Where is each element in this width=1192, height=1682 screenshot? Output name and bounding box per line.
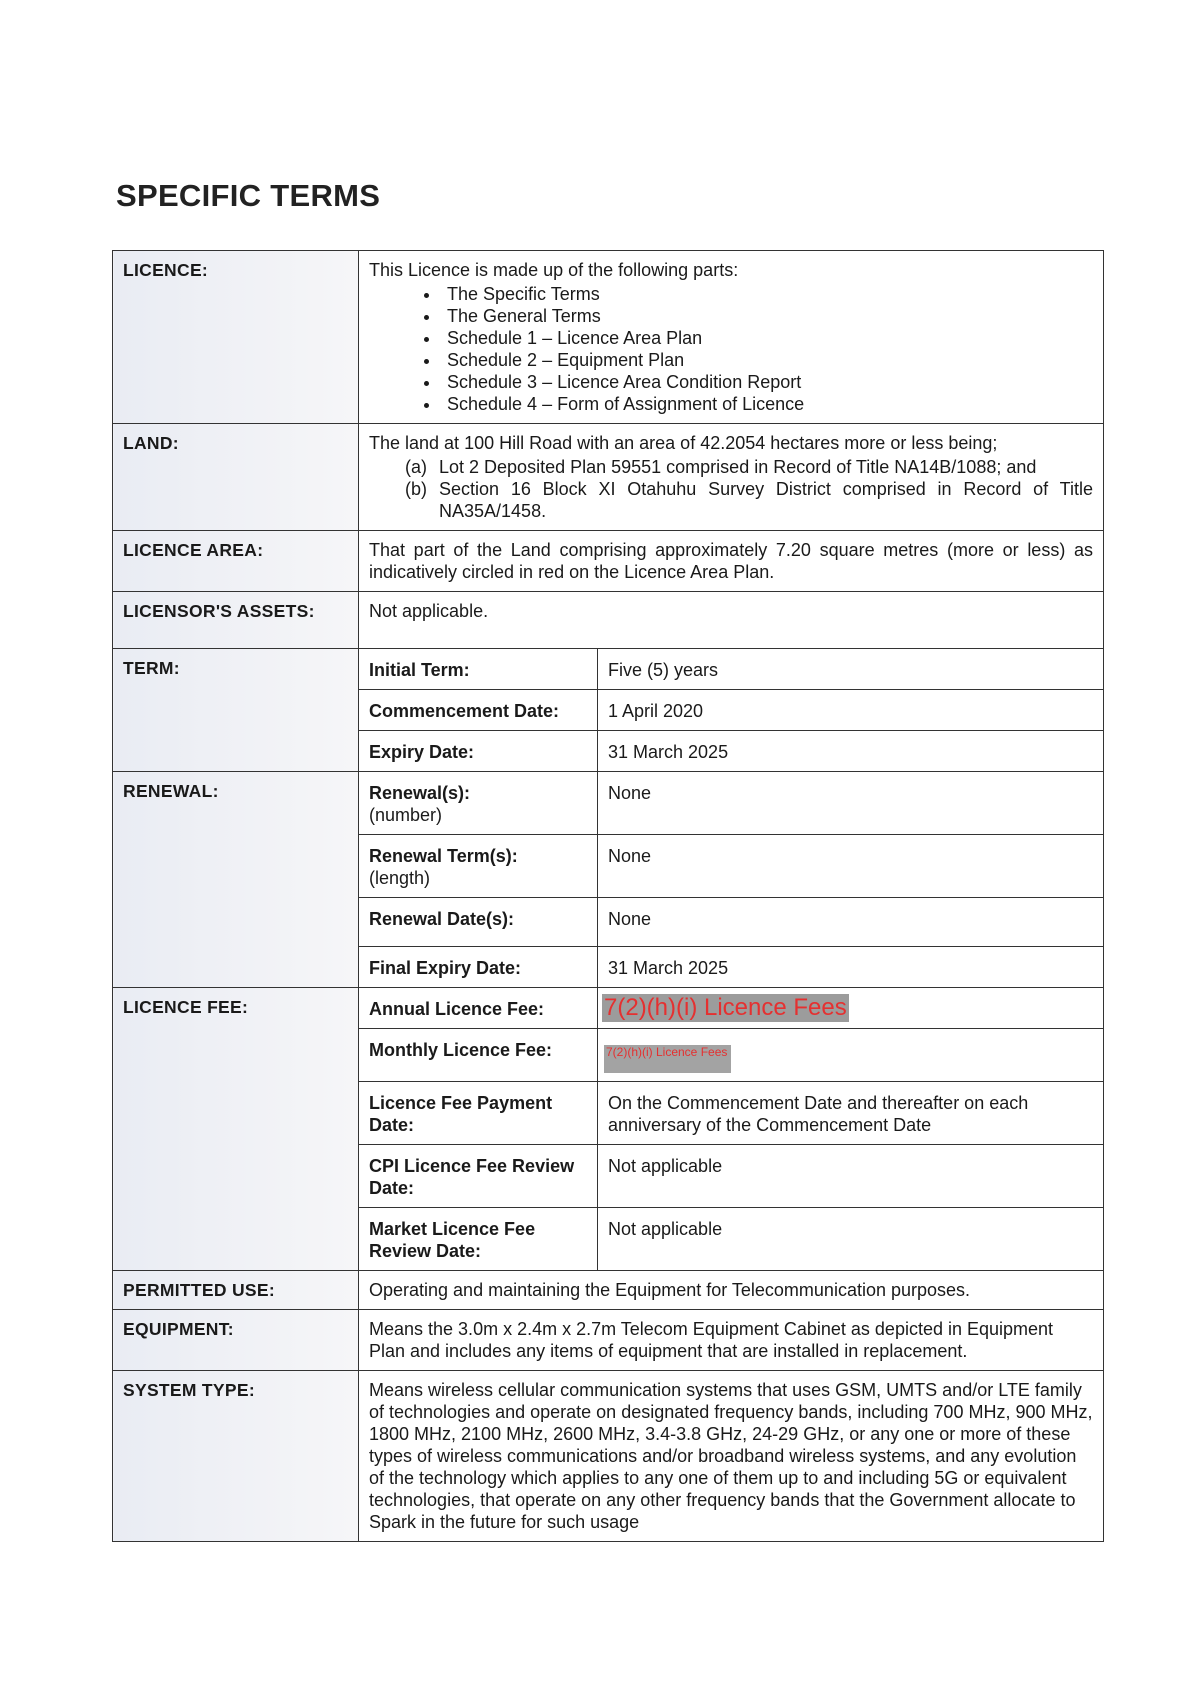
- list-item: • Schedule 4 – Form of Assignment of Licence: [441, 393, 1093, 415]
- list-item: • Schedule 1 – Licence Area Plan: [441, 327, 1093, 349]
- expiry-date-key: Expiry Date:: [359, 731, 598, 772]
- item-marker: (a): [405, 457, 427, 477]
- licence-area-label: LICENCE AREA:: [113, 531, 359, 592]
- land-row: [113, 424, 1104, 531]
- expiry-date-value: 31 March 2025: [598, 731, 1104, 772]
- list-item: • Schedule 2 – Equipment Plan: [441, 349, 1093, 371]
- cpi-review-date-value: Not applicable: [598, 1145, 1104, 1208]
- renewals-value: None: [608, 783, 652, 803]
- table-row: [359, 772, 1103, 835]
- land-items-list: [405, 456, 1093, 522]
- table-row: [359, 1029, 1103, 1082]
- term-value: [359, 649, 1104, 772]
- permitted-use-row: [113, 1271, 1104, 1310]
- table-row: [359, 731, 1103, 772]
- item-marker: (b): [405, 479, 427, 499]
- list-item: • The Specific Terms: [441, 283, 1093, 305]
- table-row: [359, 835, 1103, 898]
- system-type-row: [113, 1371, 1104, 1542]
- renewal-dates-key: Renewal Date(s):: [359, 898, 598, 947]
- market-review-date-value: Not applicable: [598, 1208, 1104, 1271]
- renewal-dates-value: None: [598, 898, 1104, 947]
- initial-term-key: Initial Term:: [359, 649, 598, 690]
- item-text: Lot 2 Deposited Plan 59551 comprised in Record of Title NA14B/1088; and: [439, 457, 1037, 477]
- renewal-terms-key-sub: (length): [369, 868, 431, 888]
- final-expiry-date-value: 31 March 2025: [598, 947, 1104, 988]
- monthly-licence-fee-key: Monthly Licence Fee:: [359, 1029, 598, 1082]
- table-row: [359, 988, 1103, 1029]
- licensors-assets-row: [113, 592, 1104, 649]
- licence-fee-label: LICENCE FEE:: [113, 988, 359, 1271]
- equipment-label: EQUIPMENT:: [113, 1310, 359, 1371]
- licence-area-row: [113, 531, 1104, 592]
- renewal-subtable: [359, 772, 1103, 987]
- table-row: [359, 1145, 1103, 1208]
- annual-licence-fee-value: [598, 988, 1104, 1029]
- land-value: [359, 424, 1104, 531]
- commencement-date-key: Commencement Date:: [359, 690, 598, 731]
- list-item: [405, 478, 1093, 522]
- permitted-use-value: Operating and maintaining the Equipment for Telecommunication purposes.: [359, 1271, 1104, 1310]
- licence-row: [113, 251, 1104, 424]
- licence-fee-row: [113, 988, 1104, 1271]
- redaction-annual-fee: 7(2)(h)(i) Licence Fees: [604, 994, 847, 1021]
- term-label: TERM:: [113, 649, 359, 772]
- annual-licence-fee-key: Annual Licence Fee:: [359, 988, 598, 1029]
- page-title: SPECIFIC TERMS: [116, 178, 381, 213]
- list-item: • Schedule 3 – Licence Area Condition Report: [441, 371, 1093, 393]
- initial-term-value: Five (5) years: [608, 660, 719, 680]
- table-row: [359, 1082, 1103, 1145]
- specific-terms-table: [112, 250, 1104, 1542]
- cpi-review-date-key: CPI Licence Fee Review Date:: [359, 1145, 598, 1208]
- final-expiry-date-key: Final Expiry Date:: [359, 947, 598, 988]
- table-row: [359, 1208, 1103, 1271]
- list-item: [405, 456, 1093, 478]
- market-review-date-key: Market Licence Fee Review Date:: [359, 1208, 598, 1271]
- commencement-date-value: 1 April 2020: [598, 690, 1104, 731]
- permitted-use-label: PERMITTED USE:: [113, 1271, 359, 1310]
- renewal-label: RENEWAL:: [113, 772, 359, 988]
- licensors-assets-label: LICENSOR'S ASSETS:: [113, 592, 359, 649]
- licence-fee-subtable: [359, 988, 1103, 1270]
- licensors-assets-value: Not applicable.: [359, 592, 1104, 649]
- monthly-licence-fee-value: [598, 1029, 1104, 1082]
- system-type-label: SYSTEM TYPE:: [113, 1371, 359, 1542]
- term-row: [113, 649, 1104, 772]
- equipment-value: Means the 3.0m x 2.4m x 2.7m Telecom Equipment Cabinet as depicted in Equipment Plan and includes any items of equipment that are installed in replacement.: [359, 1310, 1104, 1371]
- redaction-monthly-fee: 7(2)(h)(i) Licence Fees: [604, 1045, 731, 1073]
- table-row: [359, 649, 1103, 690]
- payment-date-key: Licence Fee Payment Date:: [359, 1082, 598, 1145]
- renewals-key-sub: (number): [369, 805, 443, 825]
- payment-date-value: On the Commencement Date and thereafter on each anniversary of the Commencement Date: [598, 1082, 1104, 1145]
- licence-value: [359, 251, 1104, 424]
- renewal-terms-key: [359, 835, 598, 898]
- renewal-terms-key-text: Renewal Term(s):: [369, 846, 518, 866]
- licence-fee-value: [359, 988, 1104, 1271]
- renewal-row: [113, 772, 1104, 988]
- item-text: Section 16 Block XI Otahuhu Survey District comprised in Record of Title NA35A/1458.: [439, 479, 1093, 521]
- equipment-row: [113, 1310, 1104, 1371]
- land-intro: The land at 100 Hill Road with an area of 42.2054 hectares more or less being;: [369, 433, 998, 453]
- term-subtable: [359, 649, 1103, 771]
- renewal-terms-value: None: [598, 835, 1104, 898]
- renewal-value: [359, 772, 1104, 988]
- licence-area-value: That part of the Land comprising approximately 7.20 square metres (more or less) as indicatively circled in red on the Licence Area Plan.: [359, 531, 1104, 592]
- table-row: [359, 898, 1103, 947]
- licence-label: LICENCE:: [113, 251, 359, 424]
- renewals-key: [359, 772, 598, 835]
- table-row: [359, 947, 1103, 988]
- renewals-key-text: Renewal(s):: [369, 783, 471, 803]
- licence-intro: This Licence is made up of the following parts:: [369, 260, 739, 280]
- land-label: LAND:: [113, 424, 359, 531]
- table-row: [359, 690, 1103, 731]
- system-type-value: Means wireless cellular communication systems that uses GSM, UMTS and/or LTE family of technologies and operate on designated frequency bands, including 700 MHz, 900 MHz, 1800 MHz, 2100 MHz, 2600 MHz, 3.4-3.8 GHz, 24-29 GHz, or any one or more of these types of wireless communications and/or broadband wireless systems, and any evolution of the technology which applies to any one of them up to and including 5G or equivalent technologies, that operate on any other frequency bands that the Government allocate to Spark in the future for such usage: [359, 1371, 1104, 1542]
- licence-parts-list: [369, 283, 1093, 415]
- list-item: • The General Terms: [441, 305, 1093, 327]
